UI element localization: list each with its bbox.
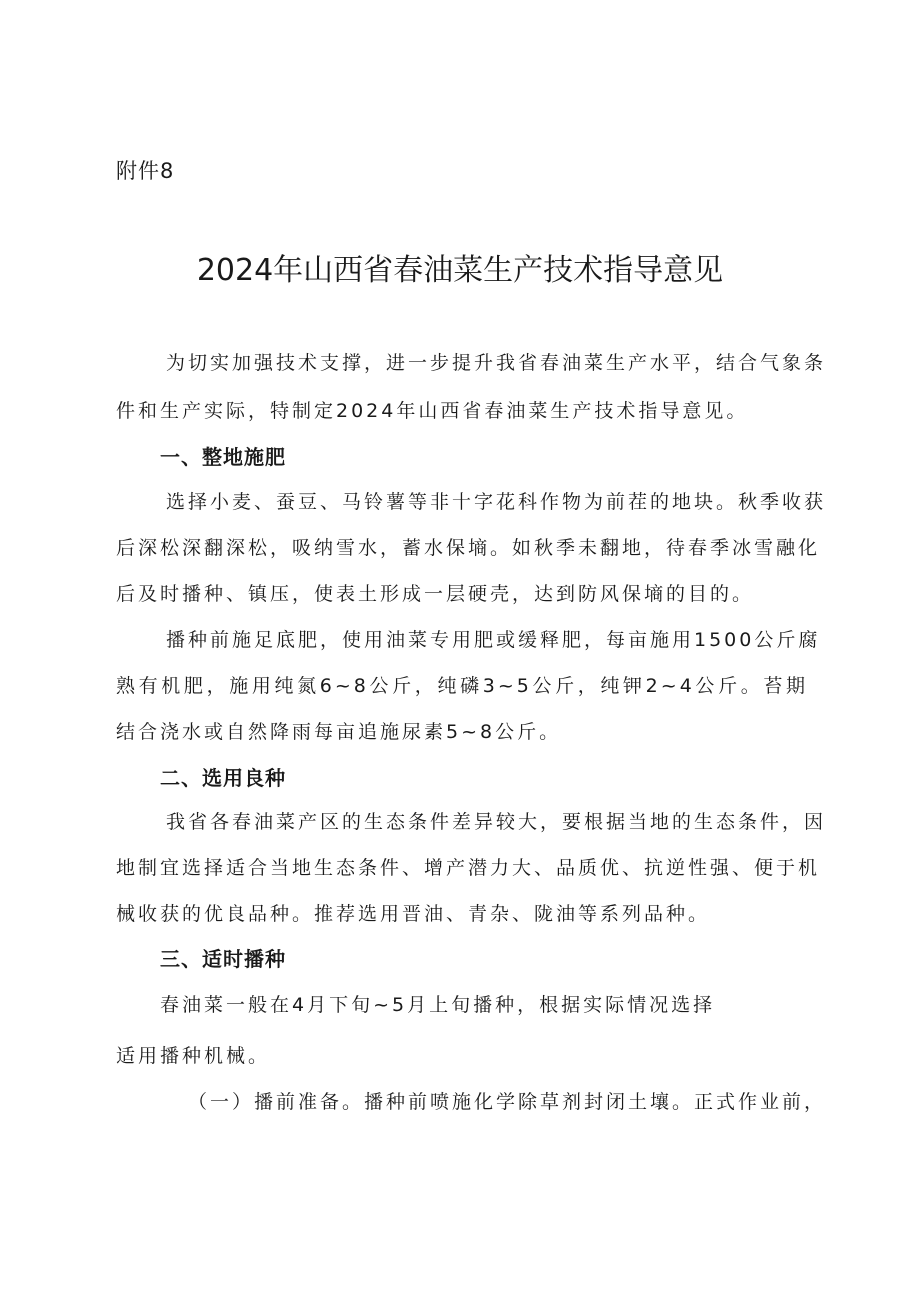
section-1-p1-line-2: 后深松深翻深松，吸纳雪水，蓄水保墒。如秋季未翻地，待春季冰雪融化	[116, 537, 821, 559]
section-1-p2-line-2: 熟有机肥，施用纯氮6~8公斤，纯磷3~5公斤，纯钾2~4公斤。苔期	[116, 675, 808, 697]
section-2-p1-line-2: 地制宜选择适合当地生态条件、增产潜力大、品质优、抗逆性强、便于机	[116, 857, 821, 879]
section-2-heading: 二、选用良种	[160, 766, 286, 790]
attachment-label: 附件8	[116, 159, 175, 183]
intro-line-2: 件和生产实际，特制定2024年山西省春油菜生产技术指导意见。	[116, 400, 749, 422]
section-3-sub1-line-1: （一）播前准备。播种前喷施化学除草剂封闭土壤。正式作业前，	[188, 1091, 827, 1113]
intro-line-1: 为切实加强技术支撑，进一步提升我省春油菜生产水平，结合气象条	[166, 352, 827, 374]
section-3-heading: 三、适时播种	[160, 947, 286, 971]
section-2-p1-line-3: 械收获的优良品种。推荐选用晋油、青杂、陇油等系列品种。	[116, 903, 711, 925]
section-2-p1-line-1: 我省各春油菜产区的生态条件差异较大，要根据当地的生态条件，因	[166, 811, 827, 833]
section-1-p1-line-3: 后及时播种、镇压，使表土形成一层硬壳，达到防风保墒的目的。	[116, 583, 755, 605]
section-3-p1-line-1: 春油菜一般在4月下旬~5月上旬播种，根据实际情况选择	[160, 994, 716, 1016]
section-1-p2-line-3: 结合浇水或自然降雨每亩追施尿素5~8公斤。	[116, 721, 562, 743]
section-1-p2-line-1: 播种前施足底肥，使用油菜专用肥或缓释肥，每亩施用1500公斤腐	[166, 629, 821, 651]
section-3-p1-line-2: 适用播种机械。	[116, 1045, 271, 1067]
section-1-p1-line-1: 选择小麦、蚕豆、马铃薯等非十字花科作物为前茬的地块。秋季收获	[166, 491, 827, 513]
document-title: 2024年山西省春油菜生产技术指导意见	[196, 253, 724, 288]
section-1-heading: 一、整地施肥	[160, 445, 286, 469]
